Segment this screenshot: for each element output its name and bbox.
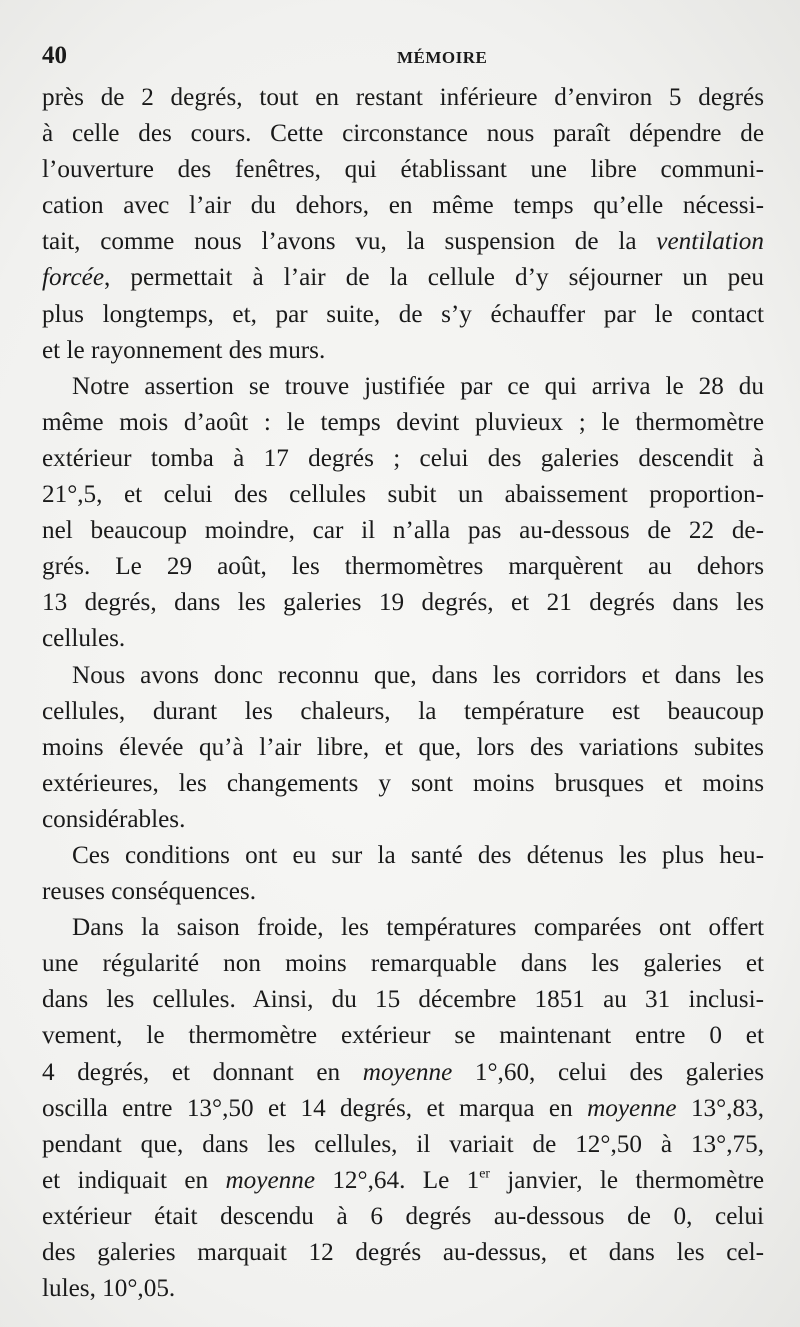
text-segment: 13°,83, [676,1094,764,1122]
page-header [42,42,760,76]
text-segment: oscilla entre 13°,50 et 14 degrés, et marqua en [42,1094,588,1122]
text-line: extérieur tomba à 17 degrés ; celui des galeries descendit à [42,444,764,472]
text-segment: 12°,64. Le 1 [315,1166,480,1194]
text-segment: et indiquait en [42,1166,226,1194]
text-line: même mois d’août : le temps devint pluvieux ; le thermomètre [42,408,764,436]
body-text [42,80,764,1307]
text-line: Notre assertion se trouve justifiée par ce qui arriva le 28 du [72,372,764,400]
text-segment: 4 degrés, et donnant en [42,1058,363,1086]
text-line [42,1055,764,1091]
text-line: et le rayonnement des murs. [42,336,326,364]
text-line: 21°,5, et celui des cellules subit un abaissement proportion- [42,481,764,509]
text-line: Ces conditions ont eu sur la santé des détenus les plus heu- [72,841,764,869]
text-line: l’ouverture des fenêtres, qui établissant une libre communi- [42,156,764,184]
text-line: extérieur était descendu à 6 degrés au-dessous de 0, celui [42,1202,764,1230]
text-line: à celle des cours. Cette circonstance nous paraît dépendre de [42,120,764,148]
text-segment: janvier, le thermomètre [489,1166,765,1194]
text-segment: tait, comme nous l’avons vu, la suspension de la [42,228,657,256]
text-line: reuses conséquences. [42,878,257,906]
text-line: lules, 10°,05. [42,1275,176,1303]
text-line: pendant que, dans les cellules, il variait de 12°,50 à 13°,75, [42,1130,764,1158]
text-line [42,1163,764,1199]
text-line [42,224,764,260]
italic-term: moyenne [587,1094,677,1122]
text-line: nel beaucoup moindre, car il n’alla pas au-dessous de 22 de- [42,517,764,545]
running-head: MÉMOIRE [397,48,488,67]
text-line: Dans la saison froide, les températures comparées ont offert [72,914,764,942]
text-line: considérables. [42,805,186,833]
text-line: moins élevée qu’à l’air libre, et que, lors des variations subites [42,733,764,761]
text-line: extérieures, les changements y sont moins brusques et moins [42,769,764,797]
text-line: cellules. [42,625,126,653]
text-segment: 1°,60, celui des galeries [452,1058,764,1086]
italic-term: moyenne [225,1166,315,1194]
text-line: cellules, durant les chaleurs, la température est beaucoup [42,697,764,725]
text-segment: , permettait à l’air de la cellule d’y séjourner un peu [104,264,764,292]
text-line: dans les cellules. Ainsi, du 15 décembre 1851 au 31 inclusi- [42,986,764,1014]
text-line: vement, le thermomètre extérieur se maintenant entre 0 et [42,1022,764,1050]
superscript: er [479,1165,490,1181]
italic-term: ventilation [656,228,764,256]
text-line: 13 degrés, dans les galeries 19 degrés, et 21 degrés dans les [42,589,764,617]
text-line: une régularité non moins remarquable dans les galeries et [42,950,764,978]
italic-term: moyenne [362,1058,453,1086]
text-line: plus longtemps, et, par suite, de s’y échauffer par le contact [42,300,764,328]
text-line [42,260,764,296]
italic-term: forcée [42,264,104,292]
text-line: grés. Le 29 août, les thermomètres marquèrent au dehors [42,553,764,581]
text-line: des galeries marquait 12 degrés au-dessus, et dans les cel- [42,1239,764,1266]
text-line: Nous avons donc reconnu que, dans les corridors et dans les [72,661,764,689]
text-line [42,1091,764,1127]
text-line: près de 2 degrés, tout en restant inférieure d’environ 5 degrés [42,84,764,111]
text-line: cation avec l’air du dehors, en même temps qu’elle nécessi- [42,192,764,220]
page-number: 40 [42,42,67,69]
